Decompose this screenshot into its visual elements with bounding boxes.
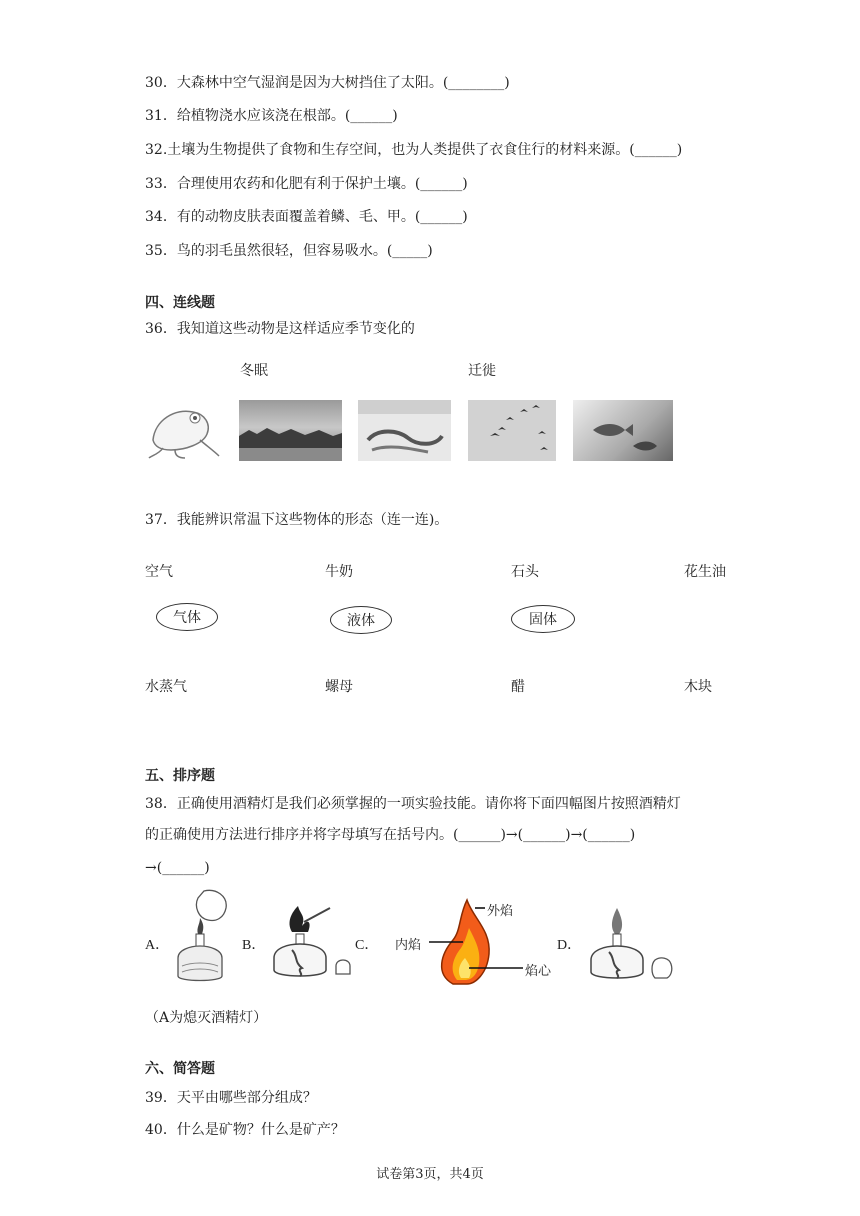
label-hibernation: 冬眠 xyxy=(240,363,268,379)
option-a-label: A． xyxy=(145,938,170,953)
option-b-label: B． xyxy=(242,938,266,953)
flame-inner-label: 内焰 xyxy=(395,938,422,953)
state-liquid[interactable]: 液体 xyxy=(330,606,392,634)
page-footer: 试卷第3页，共4页 xyxy=(376,1167,484,1182)
section-title-ordering: 五、排序题 xyxy=(145,768,215,784)
flame-core-label: 焰心 xyxy=(525,964,552,979)
question-30: 30．大森林中空气湿润是因为大树挡住了太阳。(________) xyxy=(145,75,510,91)
question-35: 35．鸟的羽毛虽然很轻，但容易吸水。(_____) xyxy=(145,243,433,259)
question-38-line3: →(______) xyxy=(145,860,210,876)
question-31: 31．给植物浇水应该浇在根部。(______) xyxy=(145,108,398,124)
section-title-matching: 四、连线题 xyxy=(145,295,215,311)
question-34: 34．有的动物皮肤表面覆盖着鳞、毛、甲。(______) xyxy=(145,209,468,225)
option-a-note: （A为熄灭酒精灯） xyxy=(145,1010,268,1026)
question-37: 37．我能辨识常温下这些物体的形态（连一连)。 xyxy=(145,512,449,528)
item-wood-block: 木块 xyxy=(684,679,712,695)
frog-image xyxy=(145,400,223,461)
alcohol-lamp-lighting-image xyxy=(268,904,358,984)
snake-image xyxy=(358,400,451,461)
item-milk: 牛奶 xyxy=(325,564,353,580)
alcohol-lamp-lit-image xyxy=(585,904,680,986)
question-38-line1: 38．正确使用酒精灯是我们必须掌握的一项实验技能。请你将下面四幅图片按照酒精灯 xyxy=(145,796,681,812)
item-nut: 螺母 xyxy=(325,679,353,695)
item-vinegar: 醋 xyxy=(511,679,525,695)
item-air: 空气 xyxy=(145,564,173,580)
flying-birds-image xyxy=(468,400,556,461)
label-migration: 迁徙 xyxy=(468,363,496,379)
migrating-wildebeest-image xyxy=(239,400,342,461)
state-solid[interactable]: 固体 xyxy=(511,605,575,633)
question-32: 32.土壤为生物提供了食物和生存空间，也为人类提供了衣食住行的材料来源。(______) xyxy=(145,142,683,158)
state-gas[interactable]: 气体 xyxy=(156,603,218,631)
flame-outer-label: 外焰 xyxy=(487,904,514,919)
item-peanut-oil: 花生油 xyxy=(684,564,726,580)
section-title-short-answer: 六、简答题 xyxy=(145,1061,215,1077)
question-38-line2: 的正确使用方法进行排序并将字母填写在括号内。(______)→(______)→(______) xyxy=(145,827,636,843)
option-c-label: C． xyxy=(355,938,379,953)
item-stone: 石头 xyxy=(511,564,539,580)
alcohol-lamp-extinguish-image xyxy=(168,888,230,988)
question-36: 36．我知道这些动物是这样适应季节变化的 xyxy=(145,321,415,337)
option-d-label: D． xyxy=(557,938,582,953)
question-33: 33．合理使用农药和化肥有利于保护土壤。(______) xyxy=(145,176,468,192)
item-water-vapor: 水蒸气 xyxy=(145,679,187,695)
question-39: 39．天平由哪些部分组成？ xyxy=(145,1090,317,1106)
question-40: 40．什么是矿物？什么是矿产？ xyxy=(145,1122,345,1138)
swimming-fish-image xyxy=(573,400,673,461)
